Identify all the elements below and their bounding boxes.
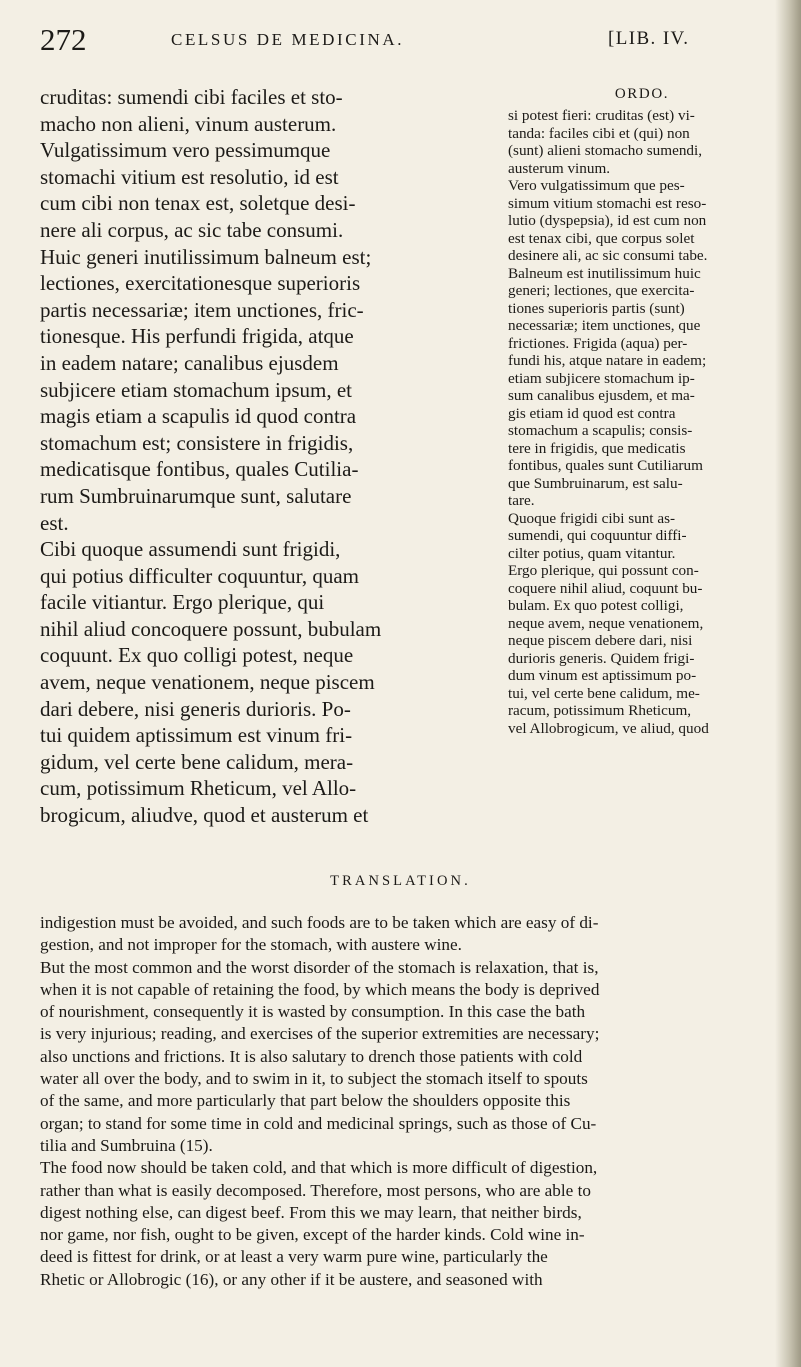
ordo-text: si potest fieri: cruditas (est) vi- tanda: faciles cibi et (qui) non (sunt) alieni stomacho sumendi, austerum vinum. Vero vulgatissimum que pes- simum vitium stomachi est reso- lutio (dyspepsia), id est cum non est tenax cibi, que corpus solet desinere ali, ac sic consumi tabe. Balneum est inutilissimum huic generi; lectiones, que exercita- tiones superioris partis (sunt) necessariæ; item unctiones, que frictiones. Frigida (aqua) per- fundi his, atque natare in eadem; etiam subjicere stomachum ip- sum canalibus ejusdem, et ma- gis etiam id quod est contra stomachum a scapulis; consis- tere in frigidis, que medicatis fontibus, quales sunt Cutiliarum que Sumbruinarum, est salu- tare. Quoque frigidi cibi sunt as- sumendi, qui coquuntur diffi- cilter potius, quam vitantur. Ergo plerique, qui possunt con- coquere nihil aliud, coquunt bu- bulam. Ex quo potest colligi, neque avem, neque venationem, neque piscem debere dari, nisi durioris generis. Quidem frigi- dum vinum est aptissimum po- tui, vel certe bene calidum, me- racum, potissimum Rheticum, vel Allobrogicum, ve aliud, quod	[508, 107, 709, 737]
translation-heading: TRANSLATION.	[330, 873, 471, 889]
running-title: CELSUS DE MEDICINA.	[171, 30, 405, 49]
translation-text: indigestion must be avoided, and such foods are to be taken which are easy of di- gestion, and not improper for the stomach, with austere wine. But the most common and the worst disorder of the stomach is relaxation, that is, when it is not capable of retaining the food, by which means the body is deprived of nourishment, consequently it is wasted by consumption. In this case the bath is very injurious; reading, and exercises of the superior extremities are necessary; also unctions and frictions. It is also salutary to drench those patients with cold water all over the body, and to swim in it, to subject the stomach itself to spouts of the same, and more particularly that part below the shoulders opposite this organ; to stand for some time in cold and medicinal springs, such as those of Cu- tilia and Sumbruina (15). The food now should be taken cold, and that which is more difficult of digestion, rather than what is easily decomposed. Therefore, most persons, who are able to digest nothing else, can digest beef. From this we may learn, that neither birds, nor game, nor fish, ought to be given, except of the harder kinds. Cold wine in- deed is fittest for drink, or at least a very warm pure wine, particularly the Rhetic or Allobrogic (16), or any other if it be austere, and seasoned with	[40, 913, 600, 1289]
running-header	[40, 20, 782, 60]
latin-text-column: cruditas: sumendi cibi faciles et sto- macho non alieni, vinum austerum. Vulgatissimum vero pessimumque stomachi vitium est resolutio, id est cum cibi non tenax est, soletque desi- nere ali corpus, ac sic tabe consumi. Huic generi inutilissimum balneum est; lectiones, exercitationesque superioris partis necessariæ; item unctiones, fric- tionesque. His perfundi frigida, atque in eadem natare; canalibus ejusdem subjicere etiam stomachum ipsum, et magis etiam a scapulis id quod contra stomachum est; consistere in frigidis, medicatisque fontibus, quales Cutilia- rum Sumbruinarumque sunt, salutare est. Cibi quoque assumendi sunt frigidi, qui potius difficulter coquuntur, quam facile vitiantur. Ergo plerique, qui nihil aliud concoquere possunt, bubulam coquunt. Ex quo colligi potest, neque avem, neque venationem, neque piscem dari debere, nisi generis durioris. Po- tui quidem aptissimum est vinum fri- gidum, vel certe bene calidum, mera- cum, potissimum Rheticum, vel Allo- brogicum, aliudve, quod et austerum et	[40, 85, 382, 828]
ordo-column	[508, 84, 776, 737]
ordo-heading: ORDO.	[614, 86, 670, 102]
page-number: 272	[40, 22, 87, 57]
page-edge-shadow	[775, 0, 801, 1367]
book-reference: [LIB. IV.	[608, 28, 690, 49]
